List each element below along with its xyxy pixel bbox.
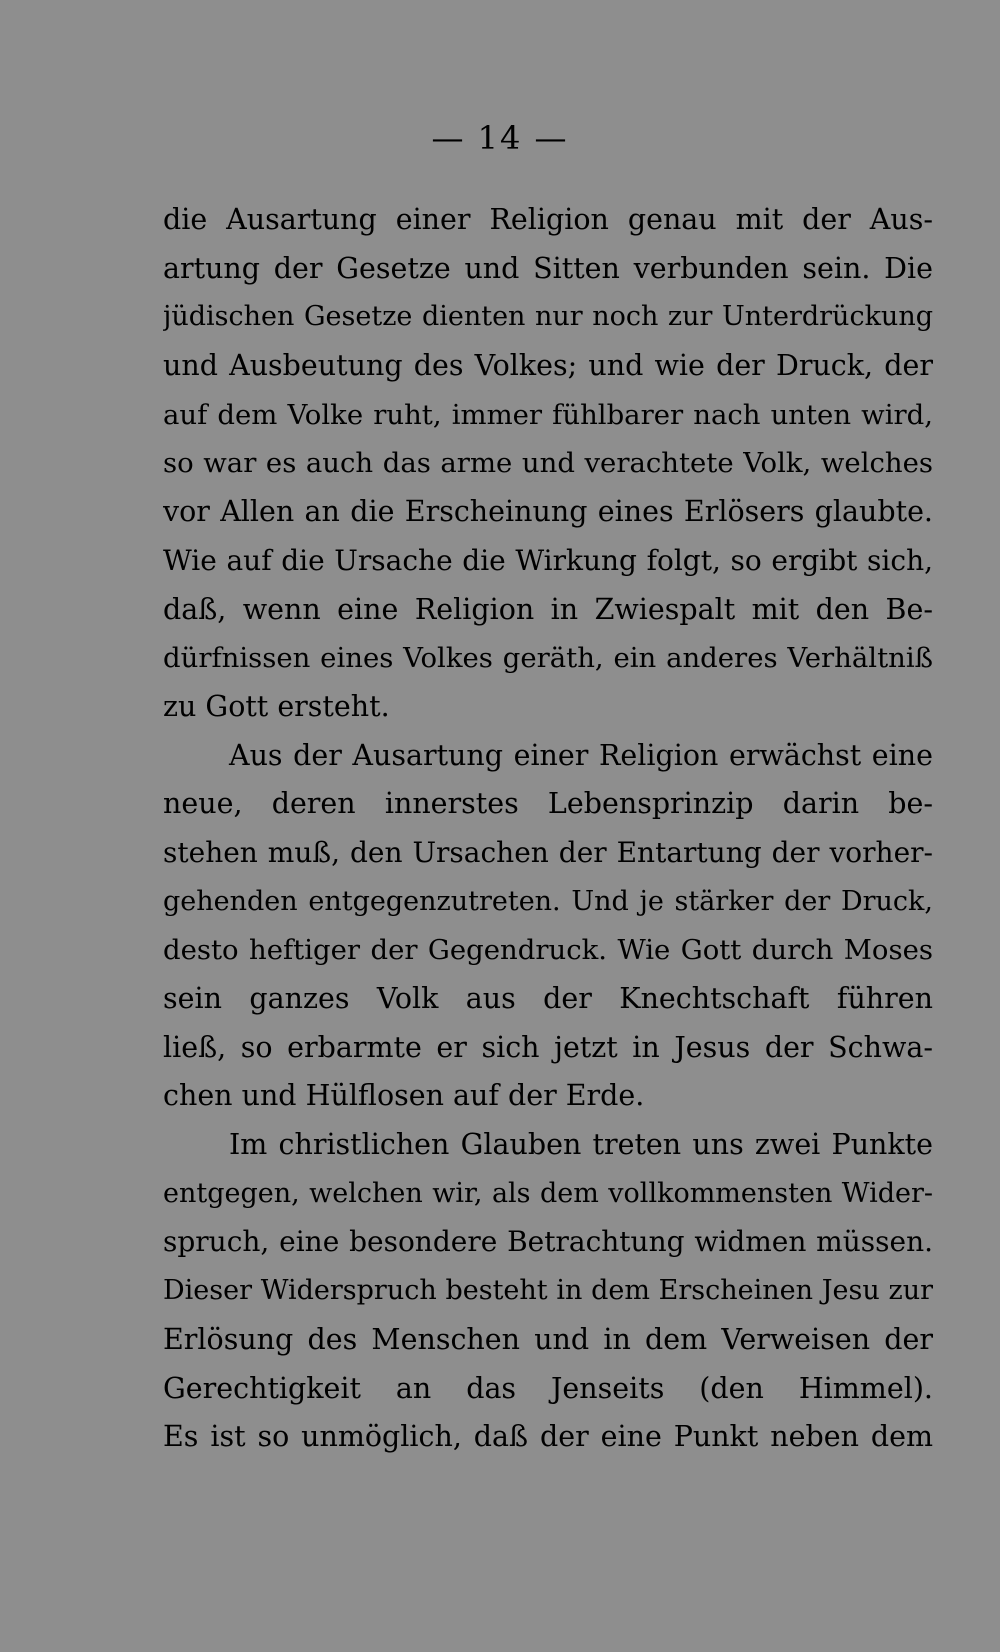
text-line: dürfnissen eines Volkes geräth, ein anderes Verhältniß [163,642,933,675]
text-line: jüdischen Gesetze dienten nur noch zur Unterdrückung [163,301,933,333]
text-line: Es ist so unmöglich, daß der eine Punkt neben dem [163,1420,933,1454]
text-line: spruch, eine besondere Betrachtung widmen müssen. [163,1225,933,1259]
text-line: daß, wenn eine Religion in Zwiespalt mit den Be- [163,592,933,626]
page-number: — 14 — [431,119,569,157]
text-line: Wie auf die Ursache die Wirkung folgt, so ergibt sich, [163,543,933,577]
text-line: zu Gott ersteht. [163,689,390,723]
text-line: Gerechtigkeit an das Jenseits (den Himmel). [163,1371,933,1405]
text-line: entgegen, welchen wir, als dem vollkommensten Wider- [163,1177,933,1209]
text-line: chen und Hülflosen auf der Erde. [163,1079,645,1113]
paragraph-start-line: Aus der Ausartung einer Religion erwächst eine [229,738,933,772]
text-line: artung der Gesetze und Sitten verbunden sein. Die [163,251,933,285]
text-line: desto heftiger der Gegendruck. Wie Gott durch Moses [163,934,933,967]
text-line: vor Allen an die Erscheinung eines Erlösers glaubte. [163,495,933,529]
text-line: stehen muß, den Ursachen der Entartung der vorher- [163,835,933,869]
text-line: gehenden entgegenzutreten. Und je stärker der Druck, [163,885,933,917]
paragraph-start-line: Im christlichen Glauben treten uns zwei Punkte [229,1128,933,1162]
text-line: so war es auch das arme und verachtete Volk, welches [163,447,933,480]
text-line: Erlösung des Menschen und in dem Verweisen der [163,1322,933,1356]
text-line: sein ganzes Volk aus der Knechtschaft führen [163,982,933,1015]
text-line: neue, deren innerstes Lebensprinzip darin be- [163,787,933,821]
body-text [163,196,933,1462]
text-line: ließ, so erbarmte er sich jetzt in Jesus der Schwa- [163,1030,933,1064]
text-line: die Ausartung einer Religion genau mit der Aus- [163,203,933,236]
text-line: auf dem Volke ruht, immer fühlbarer nach unten wird, [163,398,933,431]
text-line: und Ausbeutung des Volkes; und wie der Druck, der [163,349,933,383]
text-line: Dieser Widerspruch besteht in dem Erscheinen Jesu zur [163,1275,933,1307]
